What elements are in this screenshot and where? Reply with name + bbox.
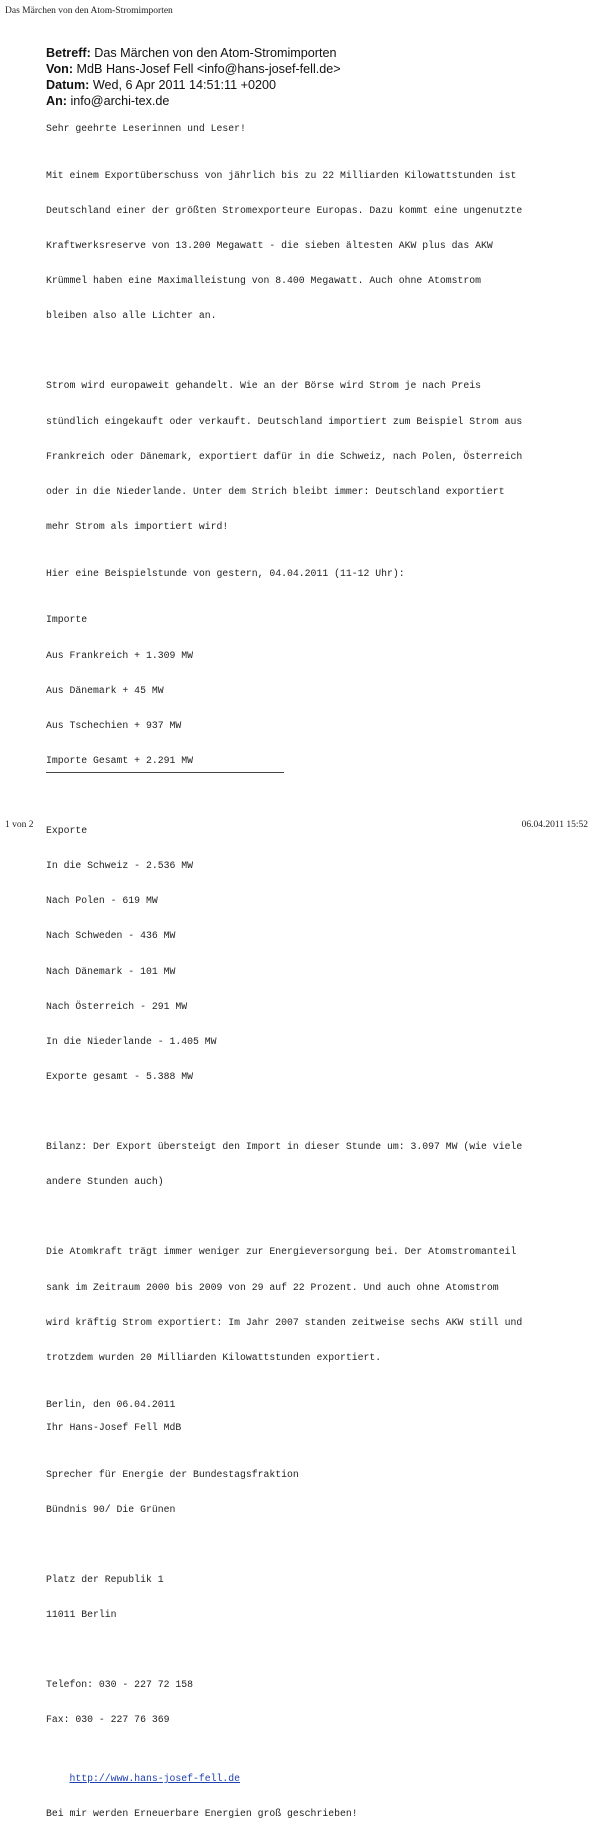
page-title: Das Märchen von den Atom-Stromimporten	[5, 6, 173, 16]
text-line: andere Stunden auch)	[46, 1176, 164, 1188]
list-item: Nach Österreich - 291 MW	[46, 1000, 188, 1012]
text-line: Die Atomkraft trägt immer weniger zur Energieversorgung bei. Der Atomstromanteil	[46, 1246, 517, 1258]
fax-number: Fax: 030 - 227 76 369	[46, 1714, 170, 1726]
to-value: info@archi-tex.de	[70, 94, 170, 108]
example-intro: Hier eine Beispielstunde von gestern, 04.04.2011 (11-12 Uhr):	[46, 567, 405, 579]
exports-heading: Exporte	[46, 825, 88, 837]
text-line: stündlich eingekauft oder verkauft. Deutschland importiert zum Beispiel Strom aus	[46, 415, 523, 427]
paragraph-nuclear-share	[46, 1223, 566, 1387]
list-item: Nach Polen - 619 MW	[46, 895, 158, 907]
text-line: Deutschland einer der größten Stromexporteure Europas. Dazu kommt eine ungenutzte	[46, 204, 523, 216]
signoff: Ihr Hans-Josef Fell MdB	[46, 1421, 182, 1433]
signature-divider	[46, 772, 284, 773]
text-line: Krümmel haben eine Maximalleistung von 8.400 Megawatt. Auch ohne Atomstrom	[46, 275, 482, 287]
list-item: Importe Gesamt + 2.291 MW	[46, 754, 193, 766]
text-line: Kraftwerksreserve von 13.200 Megawatt - die sieben ältesten AKW plus das AKW	[46, 240, 493, 252]
list-item: Nach Dänemark - 101 MW	[46, 965, 176, 977]
balance-paragraph	[46, 1118, 566, 1212]
text-line: Sprecher für Energie der Bundestagsfraktion	[46, 1468, 299, 1480]
list-item: Aus Dänemark + 45 MW	[46, 684, 164, 696]
paragraph-export-surplus	[46, 146, 566, 345]
email-header	[46, 45, 341, 109]
to-label: An:	[46, 94, 67, 108]
greeting: Sehr geehrte Leserinnen und Leser!	[46, 123, 246, 134]
closing-line: Bei mir werden Erneuerbare Energien groß geschrieben!	[46, 1808, 358, 1820]
text-line: Platz der Republik 1	[46, 1574, 164, 1586]
website-link[interactable]: http://www.hans-josef-fell.de	[69, 1772, 241, 1784]
text-line: bleiben also alle Lichter an.	[46, 310, 217, 322]
subject-label: Betreff:	[46, 46, 91, 60]
text-line: oder in die Niederlande. Unter dem Strich bleibt immer: Deutschland exportiert	[46, 485, 505, 497]
date-value: Wed, 6 Apr 2011 14:51:11 +0200	[92, 78, 276, 92]
text-line: Frankreich oder Dänemark, exportiert dafür in die Schweiz, nach Polen, Österreich	[46, 450, 523, 462]
page-counter: 1 von 2	[5, 820, 34, 830]
date-label: Datum:	[46, 78, 90, 92]
text-line: Bündnis 90/ Die Grünen	[46, 1503, 176, 1515]
text-line: mehr Strom als importiert wird!	[46, 520, 229, 532]
list-item: Exporte gesamt - 5.388 MW	[46, 1070, 193, 1082]
from-row	[46, 61, 341, 77]
contact-numbers	[46, 1656, 566, 1750]
list-item: Aus Tschechien + 937 MW	[46, 719, 182, 731]
paragraph-trading	[46, 357, 566, 556]
subject-row	[46, 45, 341, 61]
text-line: Strom wird europaweit gehandelt. Wie an der Börse wird Strom je nach Preis	[46, 380, 482, 392]
imports-heading: Importe	[46, 614, 88, 626]
place-date: Berlin, den 06.04.2011	[46, 1398, 176, 1410]
text-line: Bilanz: Der Export übersteigt den Import in dieser Stunde um: 3.097 MW (wie viele	[46, 1141, 523, 1153]
list-item: In die Niederlande - 1.405 MW	[46, 1035, 217, 1047]
list-item: In die Schweiz - 2.536 MW	[46, 860, 193, 872]
text-line: sank im Zeitraum 2000 bis 2009 von 29 auf 22 Prozent. Und auch ohne Atomstrom	[46, 1281, 499, 1293]
sender-role	[46, 1445, 566, 1539]
to-row	[46, 93, 341, 109]
text-line: trotzdem wurden 20 Milliarden Kilowattstunden exportiert.	[46, 1351, 382, 1363]
list-item: Nach Schweden - 436 MW	[46, 930, 176, 942]
text-line: Mit einem Exportüberschuss von jährlich bis zu 22 Milliarden Kilowattstunden ist	[46, 169, 517, 181]
text-line: wird kräftig Strom exportiert: Im Jahr 2007 standen zeitweise sechs AKW still und	[46, 1316, 523, 1328]
website-row	[46, 1761, 566, 1796]
phone-number: Telefon: 030 - 227 72 158	[46, 1679, 193, 1691]
print-timestamp: 06.04.2011 15:52	[521, 820, 588, 830]
imports-list	[46, 591, 566, 790]
from-value: MdB Hans-Josef Fell <info@hans-josef-fell.de>	[76, 62, 341, 76]
text-line: 11011 Berlin	[46, 1609, 117, 1621]
exports-list	[46, 802, 566, 1106]
subject-value: Das Märchen von den Atom-Stromimporten	[94, 46, 337, 60]
email-body	[46, 123, 566, 1831]
sender-address	[46, 1551, 566, 1645]
list-item: Aus Frankreich + 1.309 MW	[46, 649, 193, 661]
from-label: Von:	[46, 62, 74, 76]
date-row	[46, 77, 341, 93]
